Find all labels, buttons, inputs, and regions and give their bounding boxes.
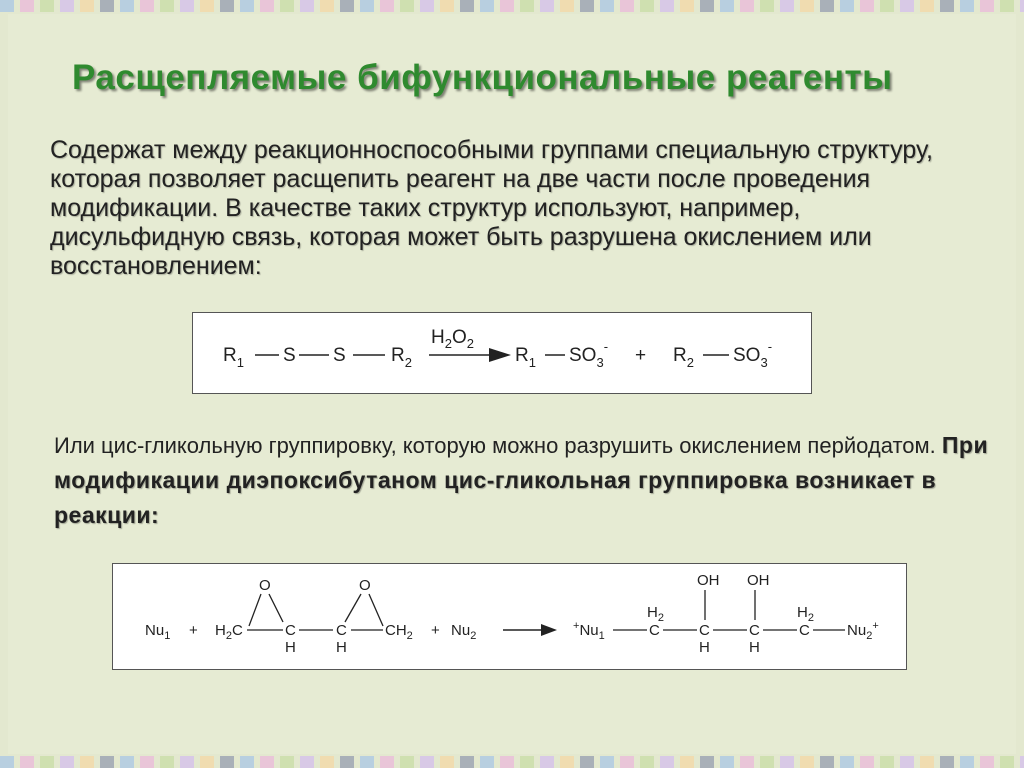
r1-label: $R_1$ [223, 345, 244, 370]
product-choh-left-h: H [699, 639, 710, 656]
reagent-h2o2: $H_2O_2$ [431, 327, 474, 351]
slide-title: Расщепляемые бифункциональные реагенты [72, 58, 893, 97]
top-decorative-stripe [0, 0, 1024, 12]
product-ch2-left-c: C [649, 622, 660, 639]
plus-sign: + [635, 345, 647, 366]
product-choh-right-c: C [749, 622, 760, 639]
product-so3-2: $SO_3^-$ [733, 339, 773, 370]
nu2-reactant: $Nu_2$ [451, 622, 477, 642]
product-ch2-right-h2: $H_2$ [797, 604, 814, 624]
reaction-arrowhead-1 [489, 348, 511, 362]
product-nu1: $^+Nu_1$ [573, 620, 605, 642]
epoxide-bond-2b [369, 594, 383, 626]
intro-paragraph: Содержат между реакционноспособными группами специальную структуру, которая позволяет расщепить реагент на две части после проведения модификации. В качестве таких структур используют, например, дисульфидную связь, которая может быть разрушена окислением или восстановлением: [50, 136, 933, 280]
second-paragraph-plain: Или цис-гликольную группировку, которую можно разрушить окислением перйодатом. [54, 433, 942, 458]
plus-2: + [431, 622, 440, 639]
product-ch2-right-c: C [799, 622, 810, 639]
product-oh-left: OH [697, 572, 720, 589]
diepoxybutane-reaction-scheme [112, 563, 907, 670]
plus-1: + [189, 622, 198, 639]
second-paragraph [54, 428, 994, 533]
ch-carbon-1: C [285, 622, 296, 639]
epoxide-bond-1b [269, 594, 283, 622]
ch-carbon-2: C [336, 622, 347, 639]
product-r2: $R_2$ [673, 345, 694, 370]
epoxide-oxygen-2: O [359, 577, 371, 594]
sulfur-1: S [283, 345, 296, 366]
bottom-decorative-stripe [0, 756, 1024, 768]
sulfur-2: S [333, 345, 346, 366]
product-ch2-left-h2: $H_2$ [647, 604, 664, 624]
product-oh-right: OH [747, 572, 770, 589]
product-so3-1: $SO_3^-$ [569, 339, 609, 370]
ch-hydrogen-1: H [285, 639, 296, 656]
product-nu2: $Nu_2^+$ [847, 620, 879, 642]
product-r1: $R_1$ [515, 345, 536, 370]
product-choh-left-c: C [699, 622, 710, 639]
second-paragraph-emphasis: При модификации диэпоксибутаном цис-гликольная группировка возникает в реакции: [54, 432, 989, 528]
ch2-group: $CH_2$ [385, 622, 413, 642]
product-choh-right-h: H [749, 639, 760, 656]
epoxide-oxygen-1: O [259, 577, 271, 594]
h2c-group: $H_2C$ [215, 622, 243, 642]
reaction-arrowhead-2 [541, 624, 557, 636]
epoxide-bond-1a [249, 594, 261, 626]
ch-hydrogen-2: H [336, 639, 347, 656]
r2-label: $R_2$ [391, 345, 412, 370]
epoxide-bond-2a [345, 594, 361, 622]
nu1-reactant: $Nu_1$ [145, 622, 171, 642]
disulfide-reaction-scheme [192, 312, 812, 394]
